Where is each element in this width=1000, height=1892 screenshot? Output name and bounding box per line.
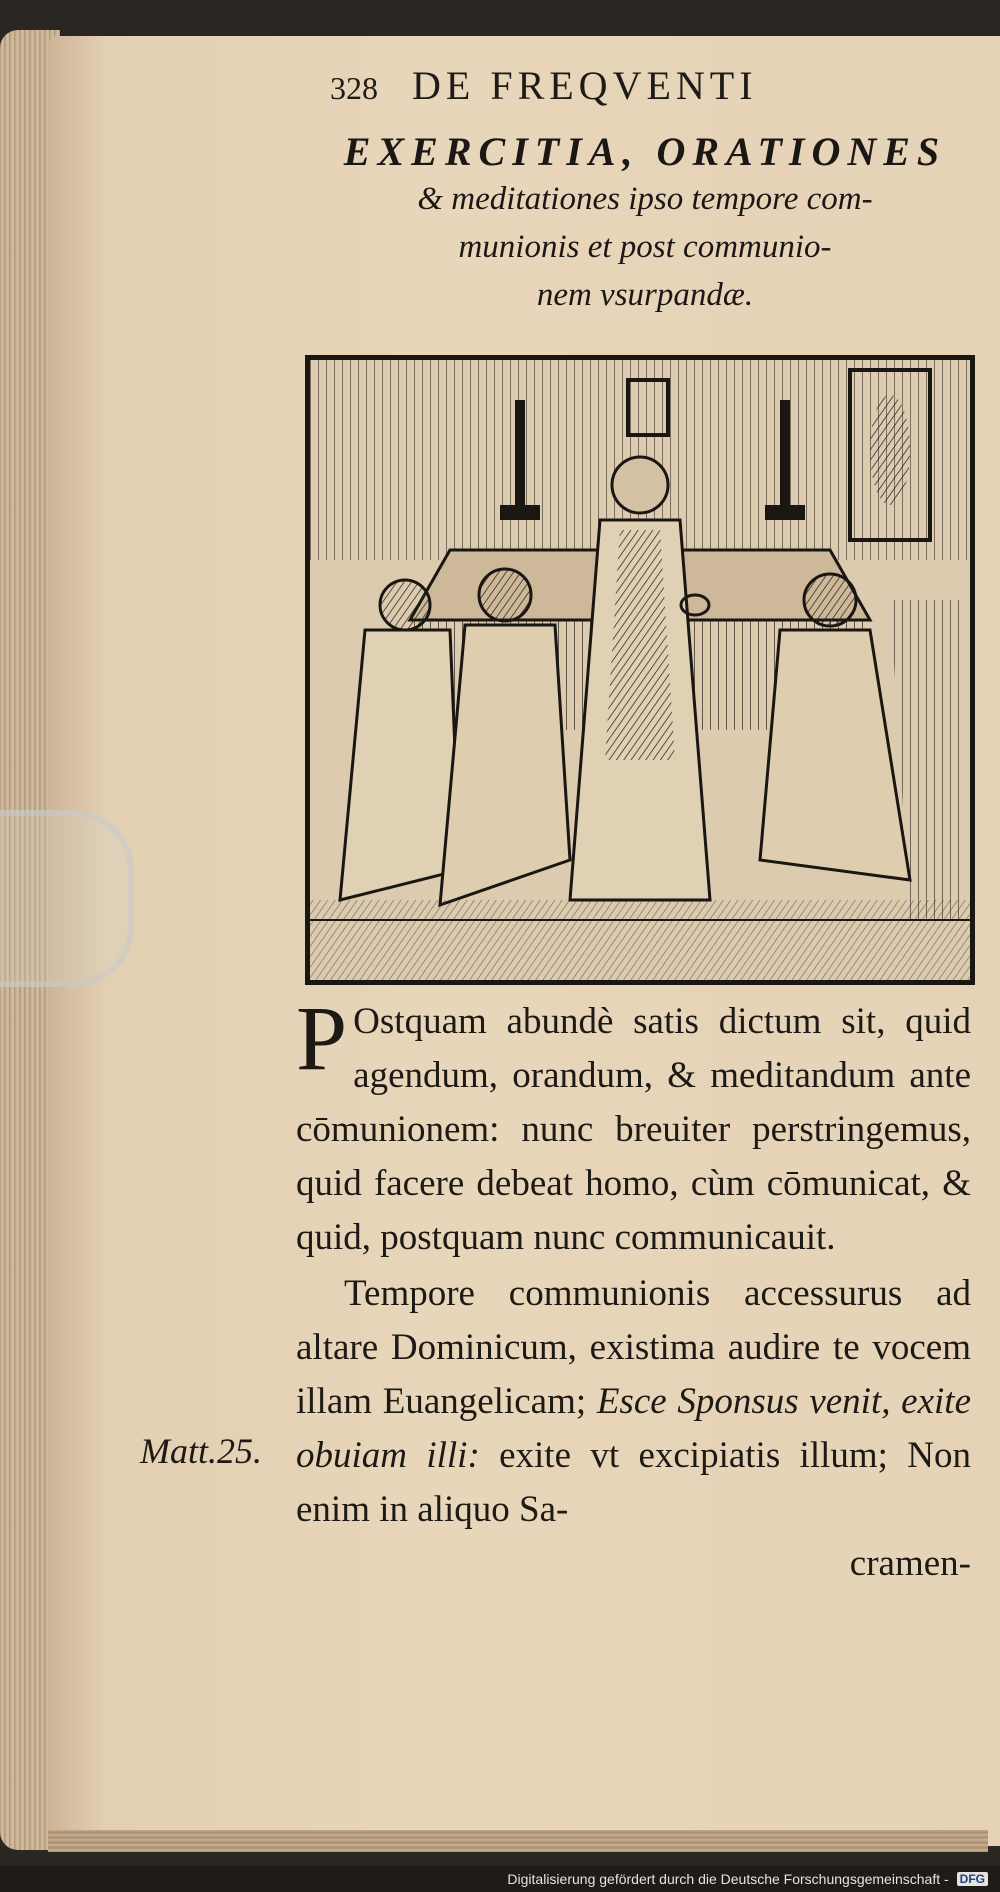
page-number: 328 [330, 70, 378, 106]
paragraph-2-start: Tempore communionis accessurus ad altare Dominicum, existima audire te vocem illam Euangelicam; [296, 1273, 971, 1422]
heading-line-4: nem vsurpandæ. [536, 277, 754, 313]
heading-line-3: munionis et post communio- [458, 229, 832, 265]
body-text [296, 987, 972, 1591]
paragraph-1 [296, 987, 971, 1265]
gospel-quote: Esce Sponsus venit, exite obuiam illi: [296, 1381, 972, 1476]
paragraph-2 [296, 1267, 971, 1537]
drop-cap: P [296, 987, 348, 1089]
footer-text: Digitalisierung gefördert durch die Deutsche Forschungsgemeinschaft - [507, 1871, 949, 1887]
section-heading [300, 128, 990, 319]
paragraph-1-text: Ostquam abundè satis dictum sit, quid agendum, orandum, & meditandum ante cōmunionem: nunc breuiter perstringemus, quid facere debeat homo, cùm cōmunicat, & quid, postquam nunc communicauit. [296, 1001, 971, 1258]
margin-reference: Matt.25. [140, 1431, 262, 1471]
woodcut-illustration [305, 355, 975, 985]
heading-line-1: EXERCITIA, ORATIONES [343, 129, 947, 174]
dfg-logo-icon: DFG [957, 1872, 988, 1886]
catchword: cramen- [849, 1543, 971, 1584]
paragraph-2-end: exite vt excipiatis illum; Non enim in aliquo Sa- [296, 1435, 971, 1530]
digitization-footer [0, 1866, 1000, 1892]
page-header [330, 62, 930, 109]
heading-line-2: & meditationes ipso tempore com- [417, 181, 873, 217]
page-bottom-edge [48, 1830, 988, 1852]
woodcut-communion-scene-icon [310, 360, 970, 980]
book-clip [0, 810, 134, 987]
running-title: DE FREQVENTI [412, 63, 758, 108]
